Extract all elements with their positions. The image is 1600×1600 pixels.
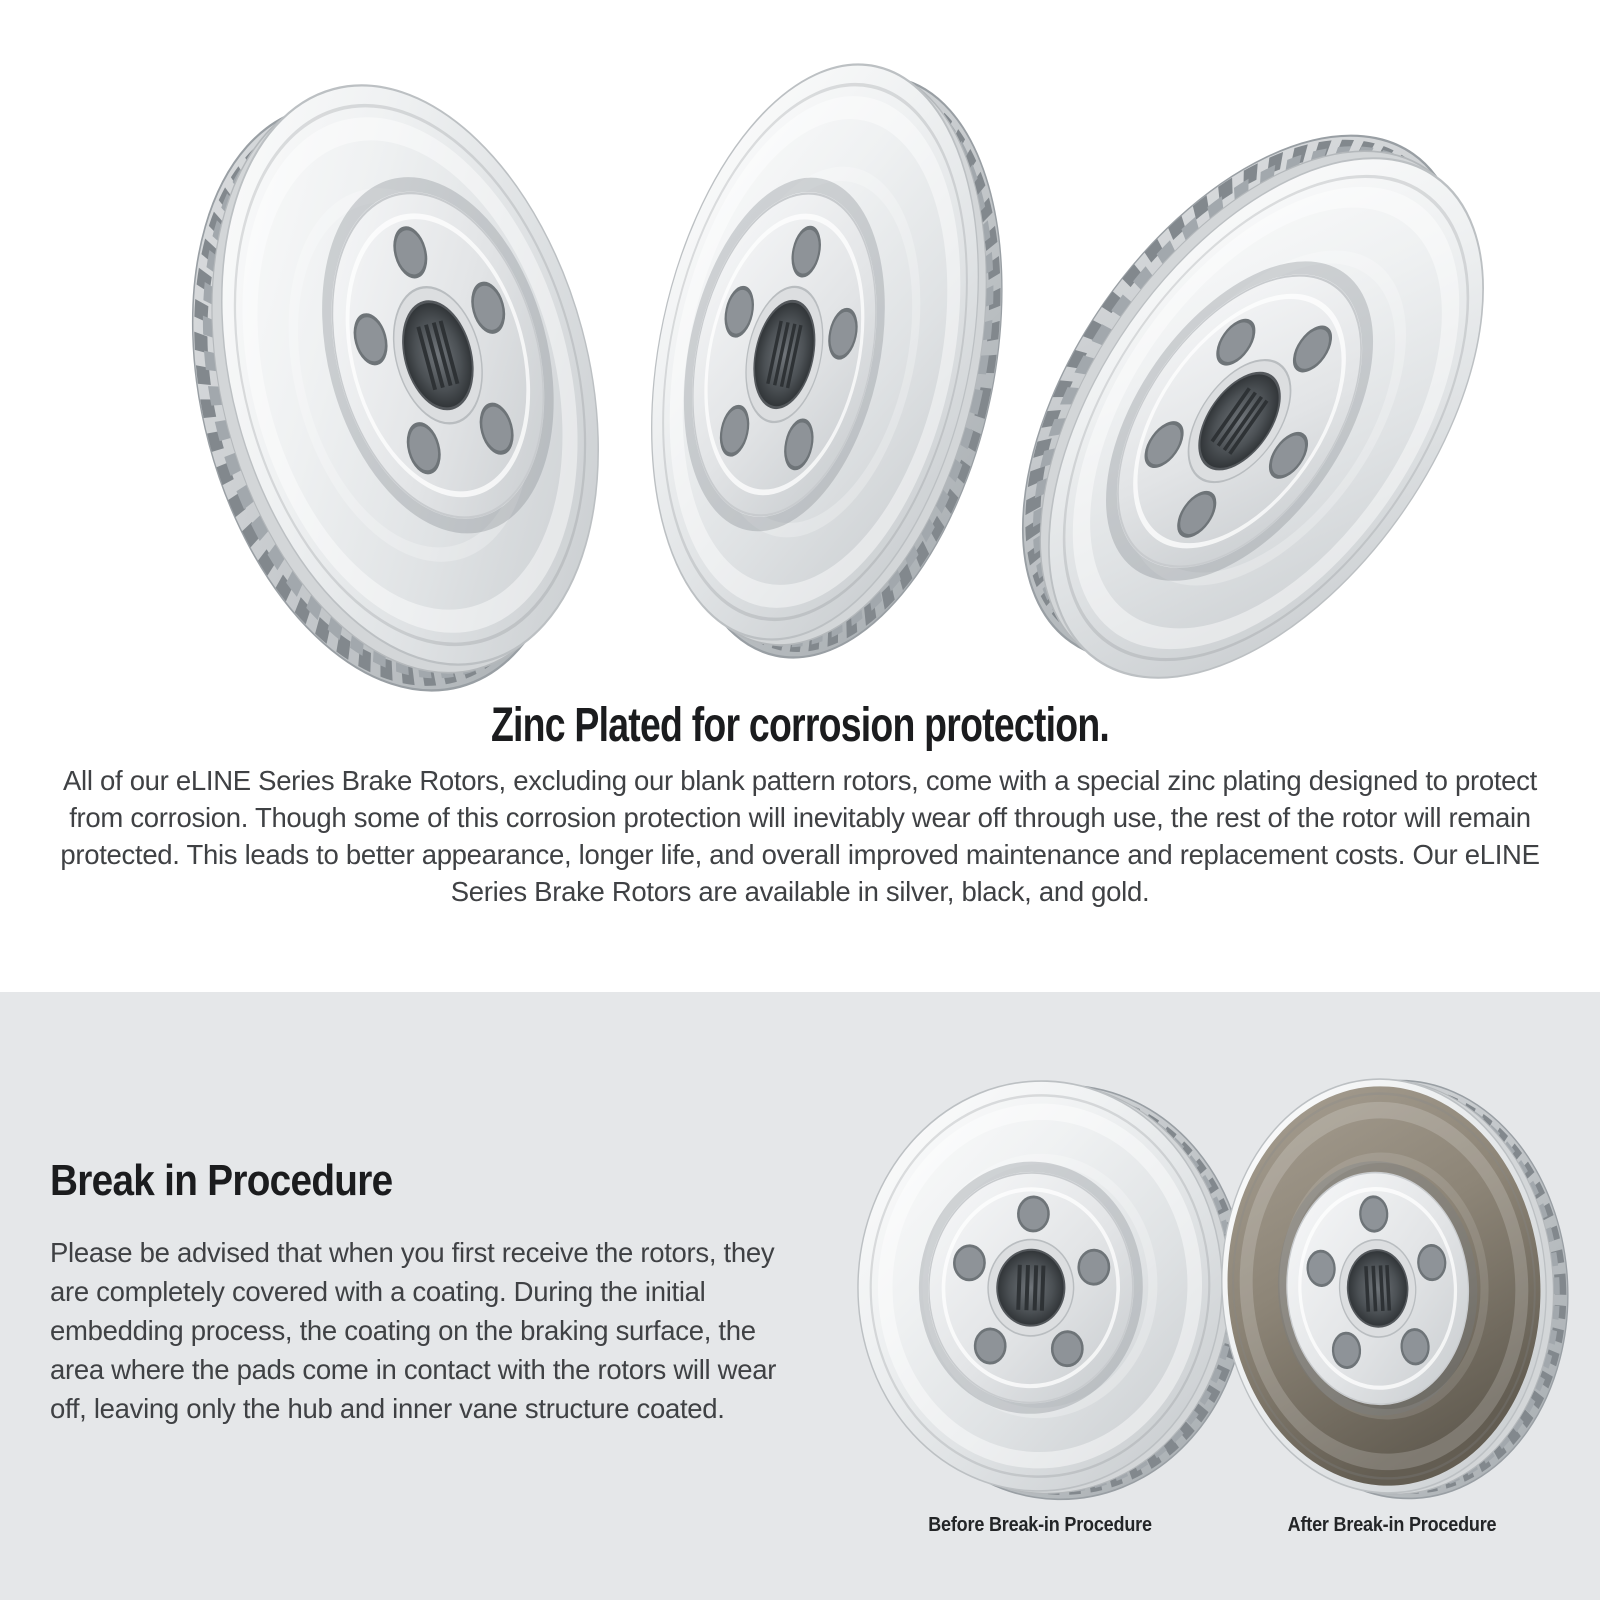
zinc-section-body: All of our eLINE Series Brake Rotors, excluding our blank pattern rotors, come with a special zinc plating designed to protect from corrosion. Though some of this corrosion protection will inevitably wear off through use, the rest of the rotor will remain protected. This leads to better appearance, longer life, and overall improved maintenance and replacement costs. Our eLINE Series Brake Rotors are available in silver, black, and gold.	[60, 765, 1540, 907]
after-break-in-caption: After Break-in Procedure	[1287, 1514, 1497, 1536]
before-break-in-caption: Before Break-in Procedure	[928, 1514, 1152, 1536]
top-rotor-right	[934, 58, 1575, 755]
after-rotor	[1211, 1070, 1578, 1508]
top-rotor-left	[129, 43, 664, 733]
zinc-section-heading: Zinc Plated for corrosion protection.	[490, 699, 1110, 752]
break-in-body: Please be advised that when you first receive the rotors, they are completely covered with a coating. During the initial embedding process, the coating on the braking surface, the area where the pads come in contact with the rotors will wear off, leaving only the hub and inner vane structure coated.	[50, 1237, 777, 1424]
top-rotor-middle	[600, 34, 1053, 688]
before-rotor	[851, 1075, 1253, 1506]
break-in-heading: Break in Procedure	[50, 1156, 393, 1205]
